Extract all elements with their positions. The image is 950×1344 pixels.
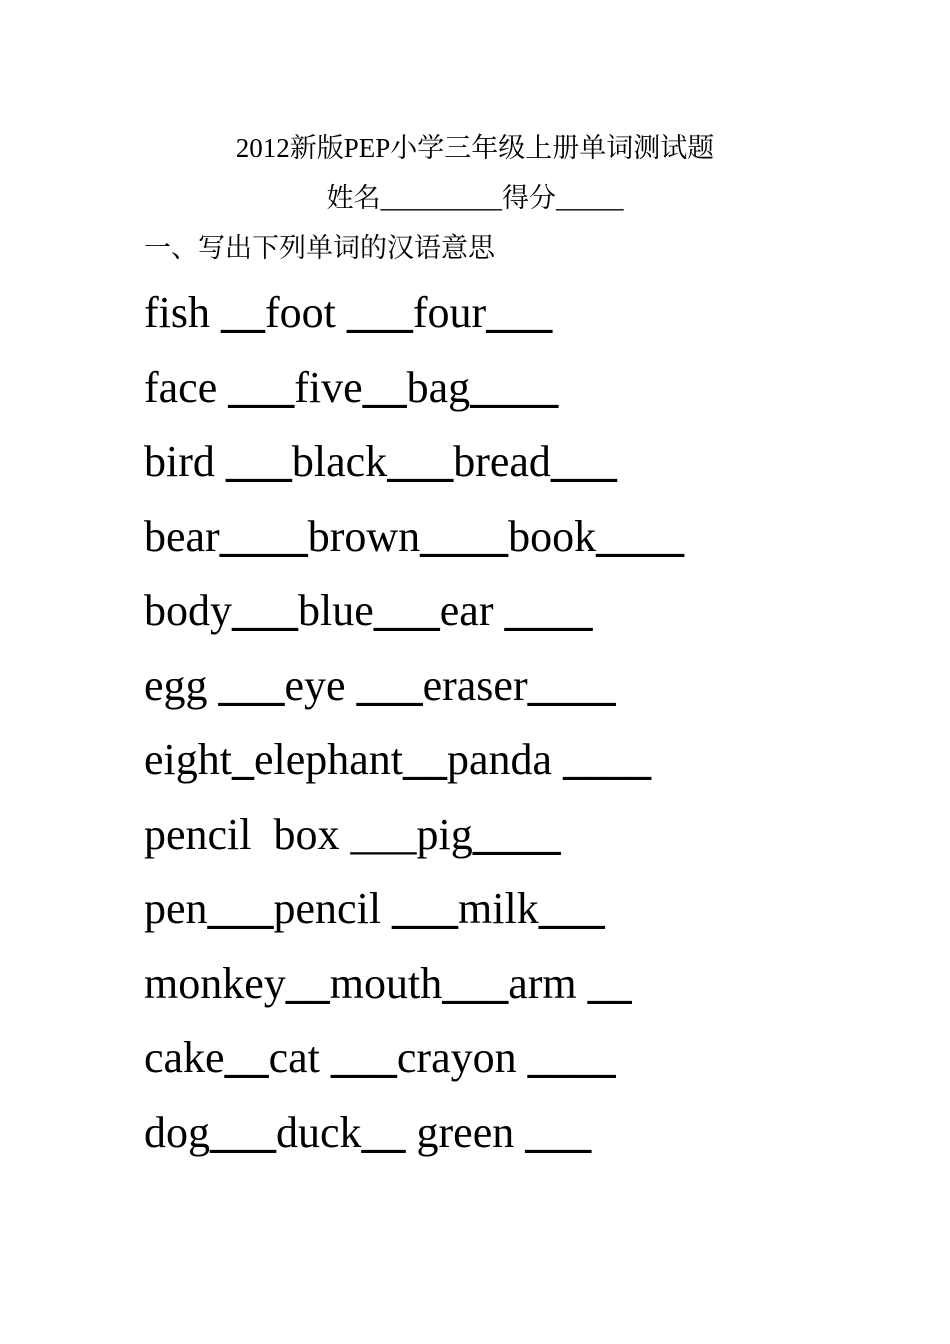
vocab-word: black bbox=[291, 437, 388, 486]
answer-blank: ___ bbox=[350, 809, 417, 859]
vocab-word: dog bbox=[144, 1107, 210, 1157]
vocab-word: body bbox=[144, 586, 232, 635]
answer-blank: ____ bbox=[596, 511, 685, 561]
vocab-word: duck bbox=[276, 1107, 362, 1157]
vocab-word: ear bbox=[439, 586, 505, 635]
answer-blank: ___ bbox=[346, 288, 413, 337]
answer-blank: ___ bbox=[550, 437, 617, 486]
vocab-word: face bbox=[144, 362, 229, 412]
vocab-row bbox=[144, 287, 684, 362]
answer-blank: __ bbox=[285, 958, 330, 1008]
answer-blank: ___ bbox=[392, 884, 459, 933]
vocab-row bbox=[144, 734, 684, 809]
answer-blank: ___ bbox=[373, 586, 440, 635]
vocab-row bbox=[144, 436, 684, 511]
vocab-word: pencil bbox=[273, 884, 393, 933]
answer-blank: __ bbox=[361, 1107, 406, 1157]
vocab-word: crayon bbox=[396, 1033, 528, 1082]
vocab-word: foot bbox=[265, 288, 347, 337]
answer-blank: _ bbox=[231, 735, 254, 784]
vocab-row bbox=[144, 585, 684, 660]
vocab-word: bear bbox=[144, 511, 220, 561]
answer-blank: ____ bbox=[504, 586, 593, 635]
answer-blank: __ bbox=[587, 958, 632, 1008]
answer-blank: __ bbox=[224, 1033, 269, 1082]
vocab-word: panda bbox=[447, 735, 564, 784]
answer-blank: ___ bbox=[442, 958, 509, 1008]
answer-blank: ___ bbox=[525, 1107, 592, 1157]
vocab-row bbox=[144, 809, 684, 884]
answer-blank: __ bbox=[221, 288, 265, 337]
vocab-row bbox=[144, 883, 684, 958]
answer-blank: ____ bbox=[527, 1033, 616, 1082]
answer-blank: ___ bbox=[330, 1033, 397, 1082]
name-label: 姓名 bbox=[326, 183, 381, 213]
vocab-word: green bbox=[405, 1107, 526, 1157]
vocab-word: pen bbox=[144, 884, 208, 933]
vocab-word: arm bbox=[508, 958, 588, 1008]
vocab-word: eight bbox=[144, 735, 232, 784]
vocab-word: bird bbox=[144, 437, 226, 486]
answer-blank: ___ bbox=[225, 437, 292, 486]
vocab-word: elephant bbox=[253, 735, 404, 784]
answer-blank: ___ bbox=[232, 586, 298, 635]
answer-blank: ____ bbox=[470, 362, 559, 412]
vocab-word: four bbox=[412, 288, 487, 337]
vocab-word: pencil box bbox=[144, 809, 351, 859]
vocab-word: book bbox=[508, 511, 597, 561]
answer-blank: ___ bbox=[387, 437, 454, 486]
vocab-row bbox=[144, 511, 684, 586]
answer-blank: __ bbox=[362, 362, 407, 412]
vocab-row bbox=[144, 362, 684, 437]
vocab-word: cat bbox=[268, 1033, 331, 1082]
vocab-word: egg bbox=[144, 660, 219, 710]
vocab-word: monkey bbox=[144, 958, 286, 1008]
vocab-row bbox=[144, 1032, 684, 1107]
answer-blank: __ bbox=[403, 735, 448, 784]
answer-blank: ____ bbox=[472, 809, 561, 859]
answer-blank: ____ bbox=[527, 660, 616, 710]
vocab-word: blue bbox=[298, 586, 374, 635]
vocab-word: bag bbox=[406, 362, 471, 412]
answer-blank: ___ bbox=[538, 884, 605, 933]
vocab-row bbox=[144, 1107, 684, 1182]
vocab-word: brown bbox=[307, 511, 421, 561]
page-title: 2012新版PEP小学三年级上册单词测试题 bbox=[235, 133, 715, 163]
name-blank: _________ bbox=[380, 183, 502, 213]
vocab-word: milk bbox=[458, 884, 539, 933]
vocab-word: eye bbox=[284, 660, 357, 710]
vocab-word: cake bbox=[144, 1033, 225, 1082]
answer-blank: ___ bbox=[218, 660, 285, 710]
vocab-row bbox=[144, 660, 684, 735]
answer-blank: ___ bbox=[486, 288, 553, 337]
section-heading: 一、写出下列单词的汉语意思 bbox=[144, 233, 495, 263]
answer-blank: ___ bbox=[207, 884, 274, 933]
answer-blank: ___ bbox=[356, 660, 423, 710]
vocab-rows bbox=[144, 287, 684, 1181]
answer-blank: ____ bbox=[219, 511, 308, 561]
vocab-word: eraser bbox=[422, 660, 528, 710]
name-score-line bbox=[0, 180, 950, 216]
answer-blank: ____ bbox=[563, 735, 652, 784]
answer-blank: ___ bbox=[210, 1107, 276, 1157]
vocab-word: bread bbox=[453, 437, 551, 486]
vocab-word: pig bbox=[416, 809, 473, 859]
vocab-word: fish bbox=[144, 288, 221, 337]
vocab-word: five bbox=[294, 362, 363, 412]
vocab-row bbox=[144, 958, 684, 1033]
score-label: 得分 bbox=[502, 183, 556, 213]
vocab-word: mouth bbox=[329, 958, 443, 1008]
answer-blank: ____ bbox=[420, 511, 509, 561]
answer-blank: ___ bbox=[228, 362, 295, 412]
score-blank: _____ bbox=[556, 183, 624, 213]
